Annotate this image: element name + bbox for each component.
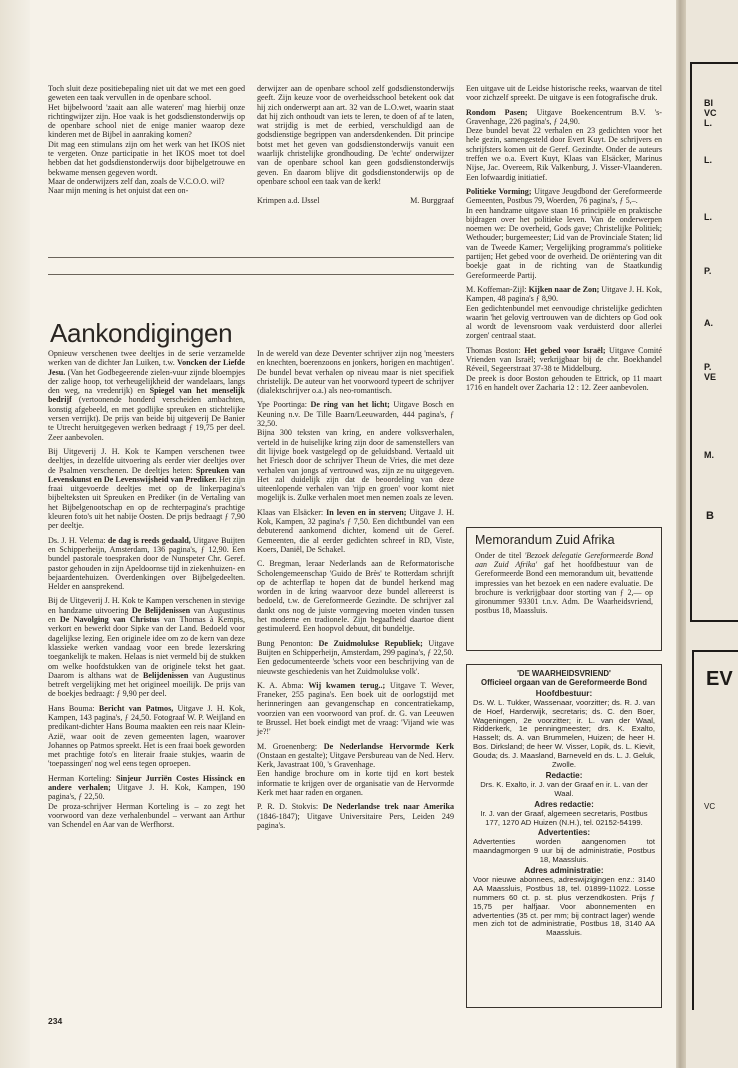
- memorandum-box: [466, 527, 662, 651]
- announcement: Ds. J. H. Velema: de dag is reeds gedaald, Uitgave Buijten en Schipperheijn, Amsterdam, 136 pagina's, ƒ 12,90. Een bundel pastorale toespraken door de Nunspeter Chr. Geref. pastor gehouden in zijn Apeldoornse tijd in ziekenhuizen- en bejaardentehuizen. Overdenkingen over Bijbelgedeelten. Helder en aansprekend.: [48, 535, 245, 592]
- announcement: M. Koffeman-Zijl: Kijken naar de Zon; Uitgave J. H. Kok, Kampen, 48 pagina's ƒ 8,90.: [466, 284, 662, 304]
- adjacent-fragment: A.: [704, 318, 713, 328]
- adjacent-fragment: L.: [704, 212, 712, 222]
- page-gutter: [0, 0, 30, 1068]
- announcement: Thomas Boston: Het gebed voor Israël; Uitgave Comité Vrienden van Israël; verkrijgbaar bij de chr. Boekhandel Réveil, Segeerstraat 37-38 te Middelburg.: [466, 345, 662, 374]
- paragraph: Een gedocumenteerde 'schets voor een beschrijving van de nieuwste geschiedenis van het Zuidmolukse volk'.: [257, 657, 454, 676]
- adjacent-fragment: VC: [704, 108, 717, 118]
- paragraph: Dit mag een stimulans zijn om het werk van het IKOS niet te vergeten. Onze participatie in het IKOS moet tot doel hebben dat het godsdienstonderwijs door bijbelgetrouwe en bekwame mensen gegeven wordt.: [48, 139, 245, 177]
- colophon-heading: Redactie:: [545, 770, 583, 780]
- colophon-text: Voor nieuwe abonnees, adreswijzigingen enz.: 3140 AA Maassluis, Postbus 18, tel. 01899-11022. Losse nummers 60 ct. p. st. plus verzendkosten. Prijs ƒ 15,75 per halfjaar. Voor abonnementen en advertenties (35 ct. per mm; bij contract lager) wende men zich tot de administratie, Postbus 18, 3140 AA Maassluis.: [473, 874, 655, 938]
- signature-name: M. Burggraaf: [410, 196, 454, 206]
- colophon-heading: Adres redactie:: [534, 799, 594, 809]
- announcements-column-3: [466, 84, 662, 397]
- announcement: P. R. D. Stokvis: De Nederlandse trek naar Amerika (1846-1847); Uitgave Universitaire Pers, Leiden 249 pagina's.: [257, 802, 454, 830]
- announcement: Politieke Vorming; Uitgave Jeugdbond der Gereformeerde Gemeenten, Postbus 79, Woerden, 76 pagina's, ƒ 5,–.: [466, 186, 662, 206]
- adjacent-fragment: L.: [704, 155, 712, 165]
- paragraph: Een uitgave uit de Leidse historische reeks, waarvan de titel voor zichzelf spreekt. De uitgave is een fotografische druk.: [466, 84, 662, 103]
- adjacent-fragment: VE: [704, 372, 717, 382]
- paragraph: Maar de onderwijzers zelf dan, zoals de V.C.O.O. wil?: [48, 176, 225, 186]
- adjacent-fragment: P.: [704, 266, 712, 276]
- paragraph: Bijna 300 teksten van kring, en andere volksverhalen, verteld in de huiselijke kring zijn door de samenstellers van dit lijvige boek vastgelegd op de geluidsband. Vertaald uit het Friesch door de schrijver Theun de Vries, die met deze verhalen van jongs af vertrouwd was, zijn ze nu uitgegeven. Het zal duidelijk zijn dat de beoordeling van deze uiteenlopende verhalen van 'rijp en groen' voor komt niet mogelijk is. Zulke verhalen moet men nemen zoals ze leven.: [257, 428, 454, 503]
- announcement: Opnieuw verschenen twee deeltjes in de serie verzamelde werken van de dichter Jan Luiken, t.w. Voncken der Liefde Jesu. (Van het Godbegeerende zielen-vuur zijnde bloempjes der zalige hoop, tot verheugelijkheid der wandelaars, langs den weg, na vredenrijk) en Spiegel van het menselijk bedrijf (vertoonende honderd verscheiden ambachten, konstig afgebeeld, en met godlijke spreuken en stichtelijke versen verrijkt). De prijs van beide bij uitgeverij De Banier te Utrecht heruitgegeven werken bedraagt ƒ 19,75 per deel. Zeer aanbevolen.: [48, 349, 246, 442]
- adjacent-fragment: VC: [704, 802, 716, 811]
- announcement: Bung Penonton: De Zuidmolukse Republiek; Uitgave Buijten en Schipperheijn, Amsterdam, 299 pagina's, ƒ 22,50.: [257, 638, 454, 657]
- announcement: Herman Korteling: Sinjeur Jurriën Costes Hissinck en andere verhalen; Uitgave J. H. Kok, Kampen, 190 pagina's, ƒ 22,50.: [48, 773, 245, 802]
- adjacent-box: [692, 650, 738, 1010]
- colophon-text: Drs. K. Exalto, ir. J. van der Graaf en ir. L. van der Waal.: [480, 779, 648, 798]
- adjacent-fragment: L.: [704, 118, 712, 128]
- paragraph: Toch sluit deze positiebepaling niet uit dat we met een goed geweten een taak vervullen in de openbare school.: [48, 84, 245, 103]
- book-spine: [676, 0, 686, 1068]
- adjacent-fragment: P.: [704, 362, 712, 372]
- memorandum-title: Memorandum Zuid Afrika: [475, 533, 615, 547]
- announcement: Bij de Uitgeverij J. H. Kok te Kampen verschenen in stevige en handzame uitvoering De Belijdenissen van Augustinus en De Navolging van Christus van Thomas à Kempis, verkort en bewerkt door Sipke van der Land. Bedoeld voor dagelijkse lezing. Een originele idee om zo de kern van deze klassieke werken vandaag voor een brede lezerskring toegankelijk te maken. Helaas is niet vermeld bij de stukken om welke hoofdstukken van de originele tekst het gaat. Daarom is althans wat de Belijdenissen van Augustinus betreft vergelijking met het origineel moeilijk. De prijs van de boekjes bedraagt: ƒ 9,90 per deel.: [48, 596, 246, 699]
- colophon-text: Ir. J. van der Graaf, algemeen secretaris, Postbus 177, 1270 AD Huizen (N.H.), tel. 02152-54199.: [480, 808, 648, 827]
- adjacent-heading: EV: [706, 668, 733, 690]
- announcement: Hans Bouma: Bericht van Patmos, Uitgave J. H. Kok, Kampen, 143 pagina's, ƒ 24,50. Fotograaf W. P. Weijland en predikant-dichter Hans Bouma maakten een reis naar Klein-Azië, waar ooit de zeven gemeenten lagen, waarover Johannes op Patmos spreekt. Het is een fraai boek geworden met prachtige foto's en literair fraaie stukjes, waarin de 'toepassingen' nog wel eens tegen oproepen.: [48, 703, 245, 769]
- colophon-text: Advertenties worden aangenomen tot maandagmorgen 9 uur bij de administratie, Postbus 18, Maassluis.: [473, 837, 655, 865]
- colophon-heading: Advertenties:: [537, 828, 591, 838]
- paragraph: Naar mijn mening is het onjuist dat een on-: [48, 186, 189, 196]
- section-heading: Aankondigingen: [50, 318, 233, 348]
- memorandum-text: Onder de titel 'Bezoek delegatie Gereformeerde Bond aan Zuid Afrika' gaf het hoofdbestuur van de Gereformeerde Bond een memorandum uit, bevattende impressies van het bezoek en een nadere evaluatie. De brochure is verkrijgbaar door storting van ƒ 2,— op gironummer 93301 t.n.v. Adm. De Waarheidsvriend, postbus 18, Maassluis.: [475, 551, 654, 616]
- announcement: Rondom Pasen; Uitgave Boekencentrum B.V. 's-Gravenhage, 226 pagina's, ƒ 24,90.: [466, 107, 662, 126]
- colophon-title: 'DE WAARHEIDSVRIEND': [517, 669, 611, 678]
- adjacent-frame: [690, 62, 738, 622]
- paragraph: Deze bundel bevat 22 verhalen en 23 gedichten voor het hele gezin, samengesteld door Evert Kuyt. De schrijvers en schrijfsters komen uit de Geref. Gezindte. Onder de auteurs treffen we o.a. Evert Kuyt, Klaas van Elsäcker, Marinus Nijse, Jac. Overeem, Rik Valkenburg, J. Visser-Vlaanderen. Een lofwaardig initiatief.: [466, 126, 662, 182]
- signature-place: Krimpen a.d. IJssel: [257, 196, 320, 206]
- announcements-column-1: [48, 349, 245, 835]
- paragraph: In een handzame uitgave staan 16 principiële en praktische bijdragen over het politieke leven. Van de onderwerpen noemen we: De overheid, Gods gave; Christelijke Politiek; Wethouder; burgemeester; Lid van de Provinciale Staten; lid van de Tweede Kamer; Vergelijking programma's politieke partijen; Het gebed voor de overheid. De oriëntering van dit boekje gaat in de richting van de Staatkundig Gereformeerde Partij.: [466, 205, 662, 280]
- colophon-subtitle: Officieel orgaan van de Gereformeerde Bond: [481, 677, 647, 687]
- colophon-heading: Hoofdbestuur:: [535, 688, 593, 698]
- paragraph: C. Bregman, leraar Nederlands aan de Reformatorische Scholengemeenschap 'Guido de Brès' te Rotterdam schrijft op de achterflap te hopen dat de bundel herkend mag worden in de kring waarvoor deze bundel allereerst is bedoeld, t.w. de Gereformeerde Gezindte. De schrijver zal dankt ons nog de juiste vormgeving moeten vinden tussen het moderne en tradionele. Zijn begaafheid daartoe dient gestimuleerd. Een hoopvol debuut, dit bundeltje.: [257, 559, 454, 634]
- article-end-column-2: [257, 84, 454, 206]
- paragraph: In de wereld van deze Deventer schrijver zijn nog 'meesters en knechten, boerenzoons en jonkers, horigen en machtigen'. De bundel bevat verhalen op niveau maar is niet specifiek christelijk. De auteur van het voorwoord typeert de schrijver (dialektschrijver o.a.) als neo-romantisch.: [257, 349, 454, 396]
- divider: [48, 257, 454, 258]
- paragraph: De proza-schrijver Herman Korteling is – zo zegt het voorwoord van deze verhalenbundel – verwant aan Arthur van Schendel en Aar van de Werfhorst.: [48, 801, 245, 830]
- page-number: 234: [48, 1016, 63, 1026]
- announcement: Klaas van Elsäcker: In leven en in sterven; Uitgave J. H. Kok, Kampen, 32 pagina's ƒ 7,50. Een dichtbundel van een debuterend aankomend dichter, komend uit de Geref. Gemeenten, die al eerder gedichten schreef in RD, Viste, Koers, Daniël, De Schakel.: [257, 507, 455, 554]
- paragraph: De preek is door Boston gehouden te Ettrick, op 11 maart 1716 en handelt over Zacharia 12 : 12. Zeer aanbevolen.: [466, 373, 662, 392]
- signature: [257, 196, 454, 205]
- adjacent-fragment: M.: [704, 450, 714, 460]
- colophon-text: Ds. W. L. Tukker, Wassenaar, voorzitter; ds. R. J. van de Hoef, Harderwijk, secretaris; ds. C. den Boer, Wageningen, 2e voorzitter; ir. L. van der Waal, Ridderkerk, 1e penningmeester; drs. K. Exalto, Hasselt; ds. A. van Brummelen, Huizen; de heer H. Bos. Dirksland; de heer W. Visser, Lopik, ds. L. Kievit, Gouda; ds. J. Maasland, Barneveld en ds. L. J. Geluk, Zwolle.: [473, 697, 655, 770]
- adjacent-fragment: B: [706, 510, 714, 522]
- announcement: Bij Uitgeverij J. H. Kok te Kampen verschenen twee deeltjes, in dezelfde uitvoering als eerder vier deeltjes over de Psalmen verschenen. De deeltjes heten: Spreuken van Levenskunst en De Levenswijsheid van Prediker. Het zijn fraai uitgevoerde deeltjes met op de linkerpagina's bijbelteksten uit Spreuken en Prediker (in de Vertaling van het Bijbelgenootschap en op de rechterpagina's prachtige kleuren foto's uit het nabije Oosten. De prijs bedraagt ƒ 7,90 per deeltje.: [48, 446, 245, 531]
- divider: [48, 274, 454, 275]
- paragraph: derwijzer aan de openbare school zelf godsdienstonderwijs geeft. Zijn keuze voor de overheidsschool betekent ook dat hij zich onderwerpt aan art. 32 van de L.O.wet, waarin staat dat hij zich onthoudt van iets te leren, te doen of af te laten, wat strijdig is met de eerbied, verschuldigd aan de godsdienstige begrippen van andersdenkenden. Dit principe botst met het geven van godsdienstonderwijs vanuit een waarlijk christelijke grondhouding. De 'echte' onderwijzer van de openbare school kan geen godsdienstonderwijs geven. En daarom blijve dit godsdienstonderwijs op de openbare school een taak van de kerk!: [257, 84, 454, 186]
- adjacent-page: [686, 0, 738, 1068]
- adjacent-fragment: BI: [704, 98, 713, 108]
- paragraph: Een gedichtenbundel met eenvoudige christelijke gedichten waarin 'het gelovig vertrouwen van de dichters op God ook al wordt de levensroom vaak verduisterd door allerlei zorgen' centraal staat.: [466, 303, 662, 341]
- announcement: Ype Poortinga: De ring van het licht; Uitgave Bosch en Keuning n.v. De Tille Baarn/Leeuwarden, 444 pagina's, ƒ 32,50.: [257, 400, 454, 429]
- colophon-heading: Adres administratie:: [524, 866, 604, 876]
- paragraph: Een handige brochure om in korte tijd en kort bestek informatie te krijgen over de organisatie van de Hervormde Kerk met haar raden en organen.: [257, 769, 454, 798]
- colophon-box: [466, 664, 662, 1008]
- announcements-column-2: [257, 349, 454, 835]
- paragraph: Het bijbelwoord 'zaait aan alle wateren' mag hierbij onze richtingwijzer zijn. Hoe vaak is het godsdienstonderwijs op de openbare school niet de enige manier waarop deze kinderen met de Bijbel in aanraking komen?: [48, 102, 245, 140]
- announcement: M. Groenenberg: De Nederlandse Hervormde Kerk (Onstaan en gestalte); Uitgave Persbureau van de Ned. Herv. Kerk, Javastraat 100, 's Gravenhage.: [257, 741, 455, 770]
- article-end-column-1: [48, 84, 245, 196]
- announcement: K. A. Abma: Wij kwamen terug..; Uitgave T. Wever, Franeker, 255 pagina's. Een boek uit de oorlogstijd met herinneringen aan gevangenschap en concentratiekamp, voorzien van een voorwoord van prof. dr. G. van Leeuwen te Brussel. Het boek eindigt met de vraag: 'Vijand wie was je?!': [257, 680, 454, 737]
